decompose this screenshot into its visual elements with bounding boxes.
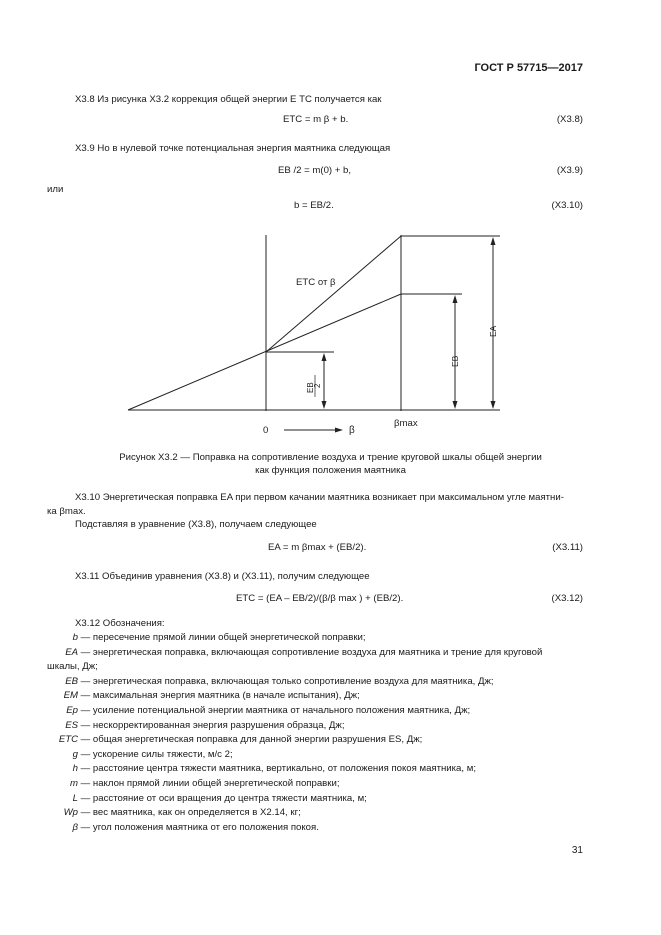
figure-caption-line-2: как функция положения маятника bbox=[255, 465, 406, 476]
notation-row bbox=[8, 822, 319, 833]
figure-x3-2 bbox=[0, 225, 661, 440]
notation-text: — ускорение силы тяжести, м/с 2; bbox=[78, 748, 233, 760]
equation-number-x3-11: (X3.11) bbox=[552, 542, 583, 553]
notation-text: — угол положения маятника от его положения покоя. bbox=[78, 821, 319, 833]
notation-symbol: h bbox=[72, 763, 78, 775]
figure-caption-line-1: Рисунок X3.2 — Поправка на сопротивление воздуха и трение круговой шкалы общей энергии bbox=[119, 452, 542, 463]
half-eb-numerator: EB bbox=[306, 382, 315, 393]
notation-text: — максимальная энергия маятника (в начале испытания), Дж; bbox=[78, 690, 360, 702]
equation-number-x3-8: (X3.8) bbox=[556, 114, 583, 125]
notation-text: — усиление потенциальной энергии маятника от начального положения маятника, Дж; bbox=[78, 705, 471, 716]
standard-header: ГОСТ Р 57715—2017 bbox=[474, 62, 583, 74]
equation-x3-9: EB /2 = m(0) + b, bbox=[278, 165, 352, 176]
eb-dimension-label: EB bbox=[450, 355, 460, 367]
notation-symbol: ETC bbox=[58, 734, 78, 746]
notation-symbol: Wp bbox=[63, 807, 78, 819]
notation-text: — энергетическая поправка, включающая сопротивление воздуха для маятника и трение для круговой bbox=[78, 646, 543, 658]
notation-symbol: g bbox=[72, 748, 78, 760]
page-number: 31 bbox=[571, 845, 583, 856]
equation-x3-12: EТС = (EA – EB/2)/(β/β max ) + (EB/2). bbox=[236, 593, 404, 604]
notation-symbol: β bbox=[72, 821, 78, 833]
eb-line bbox=[128, 294, 401, 410]
word-or: или bbox=[47, 184, 64, 195]
paragraph-x3-11: X3.11 Объединив уравнения (X3.8) и (X3.11), получим следующее bbox=[75, 571, 370, 582]
notation-text: — наклон прямой линии общей энергетической поправки; bbox=[78, 778, 340, 789]
notation-symbol: ES bbox=[65, 719, 78, 731]
paragraph-x3-10: X3.10 Энергетическая поправка EA при первом качании маятника возникает при максимальном угле маятни- bbox=[75, 492, 564, 503]
paragraph-x3-8: X3.8 Из рисунка X3.2 коррекция общей энергии E ТС получается как bbox=[75, 94, 382, 105]
notation-row bbox=[8, 647, 542, 658]
notation-text: — вес маятника, как он определяется в X2.14, кг; bbox=[78, 807, 301, 819]
notation-row bbox=[8, 676, 494, 687]
paragraph-x3-10-cont: ка βmax. bbox=[47, 506, 86, 517]
beta-max-label: βmax bbox=[394, 418, 418, 429]
etc-line bbox=[266, 236, 401, 352]
notation-row bbox=[8, 778, 340, 789]
notation-row bbox=[8, 734, 422, 745]
notation-row bbox=[8, 763, 476, 774]
notation-text: — расстояние от оси вращения до центра тяжести маятника, м; bbox=[78, 792, 367, 804]
notation-text: — нескорректированная энергия разрушения образца, Дж; bbox=[78, 719, 345, 731]
equation-number-x3-12: (X3.12) bbox=[551, 593, 583, 604]
notation-symbol: L bbox=[72, 792, 78, 804]
notation-row bbox=[8, 720, 345, 731]
notation-text: — общая энергетическая поправка для данной энергии разрушения ES, Дж; bbox=[78, 734, 423, 746]
paragraph-x3-9: X3.9 Но в нулевой точке потенциальная энергия маятника следующая bbox=[75, 143, 391, 154]
notation-symbol: EM bbox=[63, 690, 78, 702]
equation-number-x3-9: (X3.9) bbox=[556, 165, 583, 176]
equation-number-x3-10: (X3.10) bbox=[551, 200, 583, 211]
notation-symbol: m bbox=[70, 778, 78, 789]
axis-zero-label: 0 bbox=[263, 425, 269, 436]
axis-beta-label: β bbox=[349, 425, 355, 436]
equation-x3-11: EA = m βmax + (EB/2). bbox=[268, 542, 367, 553]
etc-curve-label: EТС от β bbox=[296, 277, 336, 288]
paragraph-substituting: Подставляя в уравнение (X3.8), получаем следующее bbox=[75, 519, 317, 530]
notation-text: — пересечение прямой линии общей энергетической поправки; bbox=[78, 632, 366, 643]
notation-row bbox=[8, 705, 470, 716]
notation-symbol: EA bbox=[65, 646, 78, 658]
ea-dimension-label: EA bbox=[488, 325, 498, 337]
notation-text: — расстояние центра тяжести маятника, вертикально, от положения покоя маятника, м; bbox=[78, 763, 476, 775]
notation-symbol: EB bbox=[65, 675, 78, 687]
equation-x3-8: EТС = m β + b. bbox=[283, 114, 349, 125]
notation-symbol: b bbox=[72, 632, 78, 643]
notation-row bbox=[8, 807, 301, 818]
notation-symbol: Ep bbox=[66, 705, 78, 716]
notation-row bbox=[8, 793, 367, 804]
notation-row bbox=[8, 690, 360, 701]
notation-row bbox=[8, 632, 366, 643]
equation-x3-10: b = EB/2. bbox=[294, 200, 334, 211]
half-eb-denominator: 2 bbox=[313, 383, 322, 388]
notation-row: шкалы, Дж; bbox=[47, 661, 98, 673]
paragraph-x3-12: X3.12 Обозначения: bbox=[75, 618, 165, 629]
notation-text: — энергетическая поправка, включающая только сопротивление воздуха для маятника, Дж; bbox=[78, 675, 494, 687]
notation-row bbox=[8, 749, 233, 760]
